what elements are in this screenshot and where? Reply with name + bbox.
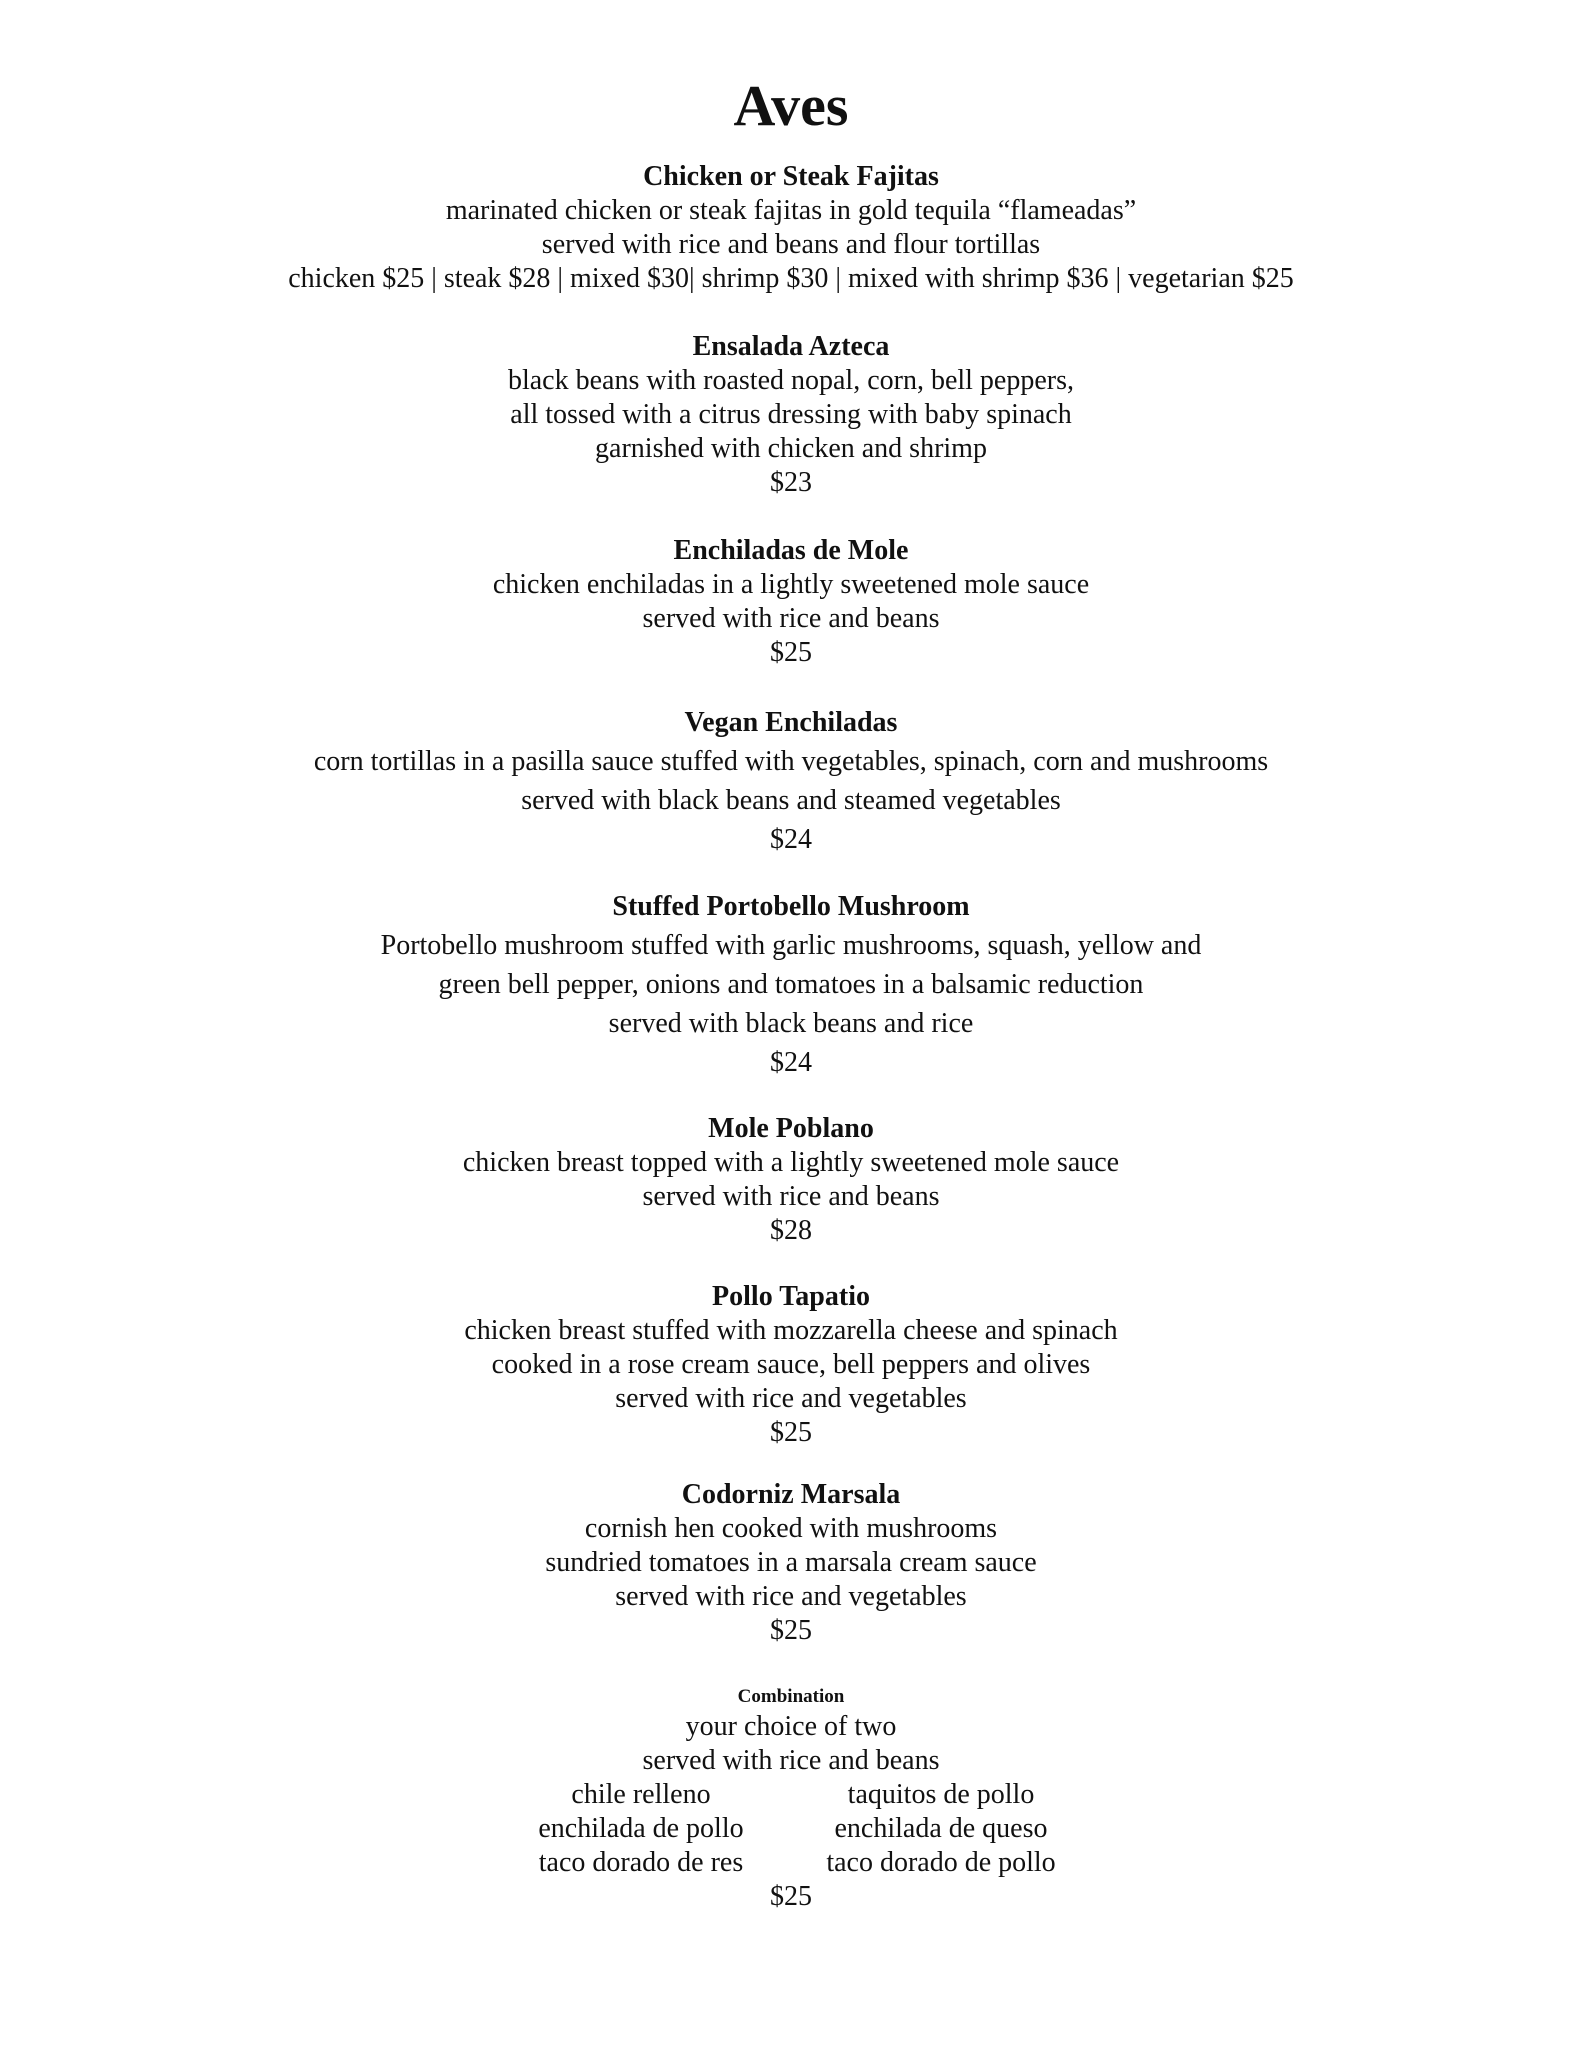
item-description: all tossed with a citrus dressing with baby spinach — [510, 399, 1072, 430]
item-description: served with black beans and rice — [608, 1008, 974, 1039]
item-name: Combination — [737, 1686, 845, 1707]
item-description: your choice of two — [685, 1711, 897, 1742]
item-description: served with rice and beans — [642, 1181, 940, 1212]
item-price: $24 — [770, 1047, 812, 1078]
combination-choice: taco dorado de res — [538, 1847, 744, 1878]
item-price: $25 — [770, 1417, 812, 1448]
item-name: Ensalada Azteca — [692, 331, 890, 362]
item-name: Chicken or Steak Fajitas — [643, 161, 939, 192]
item-name: Codorniz Marsala — [681, 1479, 901, 1510]
item-description: black beans with roasted nopal, corn, bell peppers, — [507, 365, 1075, 396]
menu-item-vegan-enchiladas — [0, 704, 1582, 859]
item-description: cornish hen cooked with mushrooms — [584, 1513, 998, 1544]
item-price: $25 — [770, 1615, 812, 1646]
item-price: $25 — [770, 637, 812, 668]
item-description: marinated chicken or steak fajitas in gold tequila “flameadas” — [445, 195, 1137, 226]
menu-item-combination — [0, 1684, 1582, 1914]
item-description: served with rice and beans — [642, 603, 940, 634]
item-description: chicken breast stuffed with mozzarella cheese and spinach — [464, 1315, 1118, 1346]
item-price: $24 — [770, 824, 812, 855]
menu-item-ensalada-azteca — [0, 330, 1582, 500]
item-description: served with rice and beans — [642, 1745, 940, 1776]
item-description: garnished with chicken and shrimp — [595, 433, 987, 464]
item-price-list: chicken $25 | steak $28 | mixed $30| shrimp $30 | mixed with shrimp $36 | vegetarian $25 — [288, 263, 1294, 294]
combination-choices — [0, 1778, 1582, 1880]
item-description: chicken breast topped with a lightly sweetened mole sauce — [462, 1147, 1120, 1178]
menu-item-mole-poblano — [0, 1112, 1582, 1248]
item-name: Stuffed Portobello Mushroom — [612, 891, 970, 922]
combination-choice: chile relleno — [571, 1779, 711, 1810]
item-name: Mole Poblano — [708, 1113, 874, 1144]
item-name: Enchiladas de Mole — [673, 535, 909, 566]
combination-choice: taco dorado de pollo — [826, 1847, 1056, 1878]
item-description: served with rice and vegetables — [615, 1581, 967, 1612]
item-price: $28 — [770, 1215, 812, 1246]
menu-title: Aves — [733, 73, 849, 138]
item-name: Pollo Tapatio — [712, 1281, 870, 1312]
item-description: served with rice and vegetables — [615, 1383, 967, 1414]
item-description: sundried tomatoes in a marsala cream sauce — [545, 1547, 1037, 1578]
item-description: Portobello mushroom stuffed with garlic mushrooms, squash, yellow and — [380, 930, 1202, 961]
item-name: Vegan Enchiladas — [684, 707, 898, 738]
combination-choice: enchilada de pollo — [538, 1813, 744, 1844]
item-description: served with rice and beans and flour tortillas — [541, 229, 1041, 260]
combination-choice: enchilada de queso — [834, 1813, 1048, 1844]
item-description: cooked in a rose cream sauce, bell peppers and olives — [491, 1349, 1091, 1380]
item-description: green bell pepper, onions and tomatoes in a balsamic reduction — [438, 969, 1144, 1000]
item-description: chicken enchiladas in a lightly sweetened mole sauce — [492, 569, 1090, 600]
menu-item-codorniz-marsala — [0, 1478, 1582, 1648]
item-price: $25 — [770, 1881, 812, 1912]
menu-item-enchiladas-de-mole — [0, 534, 1582, 670]
item-price: $23 — [770, 467, 812, 498]
menu-item-fajitas — [0, 160, 1582, 296]
item-description: served with black beans and steamed vegetables — [521, 785, 1061, 816]
combination-choice: taquitos de pollo — [847, 1779, 1035, 1810]
menu-item-stuffed-portobello — [0, 888, 1582, 1082]
menu-item-pollo-tapatio — [0, 1280, 1582, 1450]
item-description: corn tortillas in a pasilla sauce stuffed with vegetables, spinach, corn and mushrooms — [313, 746, 1269, 777]
